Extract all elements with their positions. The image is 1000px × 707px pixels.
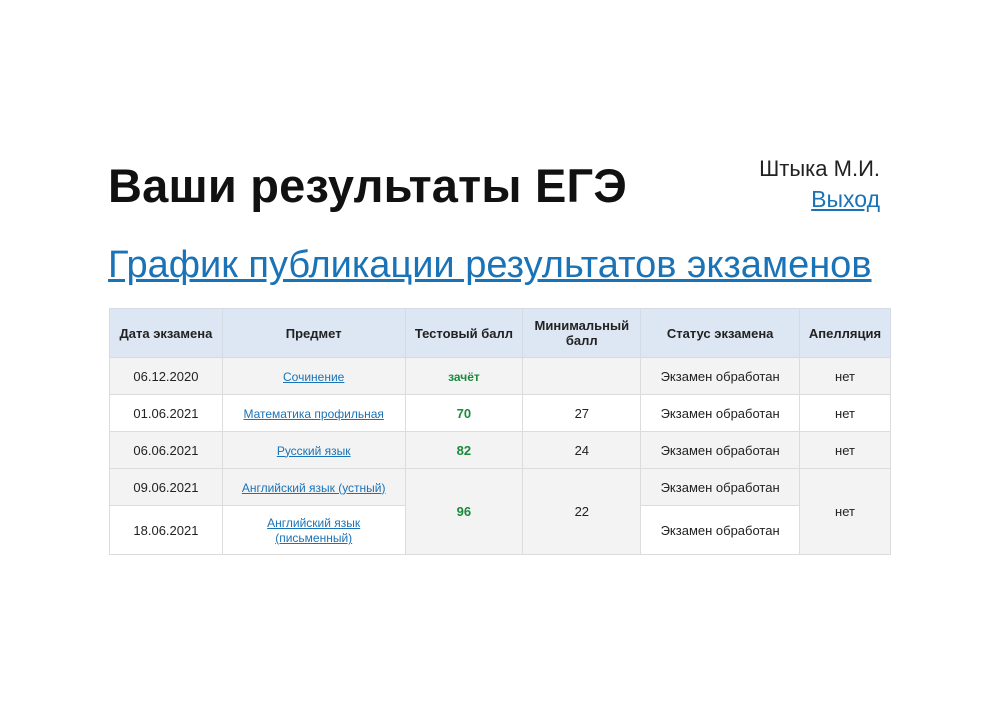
table-row xyxy=(110,358,891,395)
min-score xyxy=(523,358,641,395)
exam-date: 01.06.2021 xyxy=(110,395,223,432)
test-score xyxy=(405,432,523,469)
subject-link[interactable]: Математика профильная xyxy=(243,406,384,421)
exam-date: 09.06.2021 xyxy=(110,469,223,506)
test-score xyxy=(405,469,523,555)
table-row xyxy=(110,395,891,432)
score-value: 82 xyxy=(456,442,472,458)
logout-link[interactable]: Выход xyxy=(811,186,880,212)
exam-status: Экзамен обработан xyxy=(641,469,800,506)
exam-status: Экзамен обработан xyxy=(641,358,800,395)
column-header-subject: Предмет xyxy=(222,309,405,358)
appeal: нет xyxy=(799,395,890,432)
score-value: зачёт xyxy=(448,369,480,384)
column-header-min-score: Минимальный балл xyxy=(523,309,641,358)
exam-status: Экзамен обработан xyxy=(641,395,800,432)
min-score: 22 xyxy=(523,469,641,555)
subject-link[interactable]: Русский язык xyxy=(276,443,351,458)
exam-status: Экзамен обработан xyxy=(641,506,800,555)
results-table xyxy=(109,308,891,555)
table-header-row xyxy=(110,309,891,358)
exam-date: 06.12.2020 xyxy=(110,358,223,395)
subject-cell xyxy=(222,432,405,469)
exam-date: 18.06.2021 xyxy=(110,506,223,555)
table-row xyxy=(110,469,891,506)
subject-cell xyxy=(222,506,405,555)
subject-link[interactable]: Английский язык (устный) xyxy=(241,480,386,495)
subject-link[interactable]: Английский язык (письменный) xyxy=(267,516,361,545)
subject-link[interactable]: Сочинение xyxy=(283,369,345,384)
user-box xyxy=(759,156,880,213)
min-score: 27 xyxy=(523,395,641,432)
schedule-link[interactable]: График публикации результатов экзаменов xyxy=(108,244,872,286)
exam-status: Экзамен обработан xyxy=(641,432,800,469)
column-header-status: Статус экзамена xyxy=(641,309,800,358)
appeal: нет xyxy=(799,469,890,555)
subject-cell xyxy=(222,358,405,395)
appeal: нет xyxy=(799,358,890,395)
exam-date: 06.06.2021 xyxy=(110,432,223,469)
appeal: нет xyxy=(799,432,890,469)
column-header-date: Дата экзамена xyxy=(110,309,223,358)
score-value: 70 xyxy=(456,405,472,421)
test-score xyxy=(405,358,523,395)
column-header-score: Тестовый балл xyxy=(405,309,523,358)
score-value: 96 xyxy=(456,504,472,519)
subject-cell xyxy=(222,469,405,506)
user-name: Штыка М.И. xyxy=(759,156,880,181)
table-row xyxy=(110,432,891,469)
subject-cell xyxy=(222,395,405,432)
test-score xyxy=(405,395,523,432)
page-title: Ваши результаты ЕГЭ xyxy=(108,159,627,212)
min-score: 24 xyxy=(523,432,641,469)
column-header-appeal: Апелляция xyxy=(799,309,890,358)
